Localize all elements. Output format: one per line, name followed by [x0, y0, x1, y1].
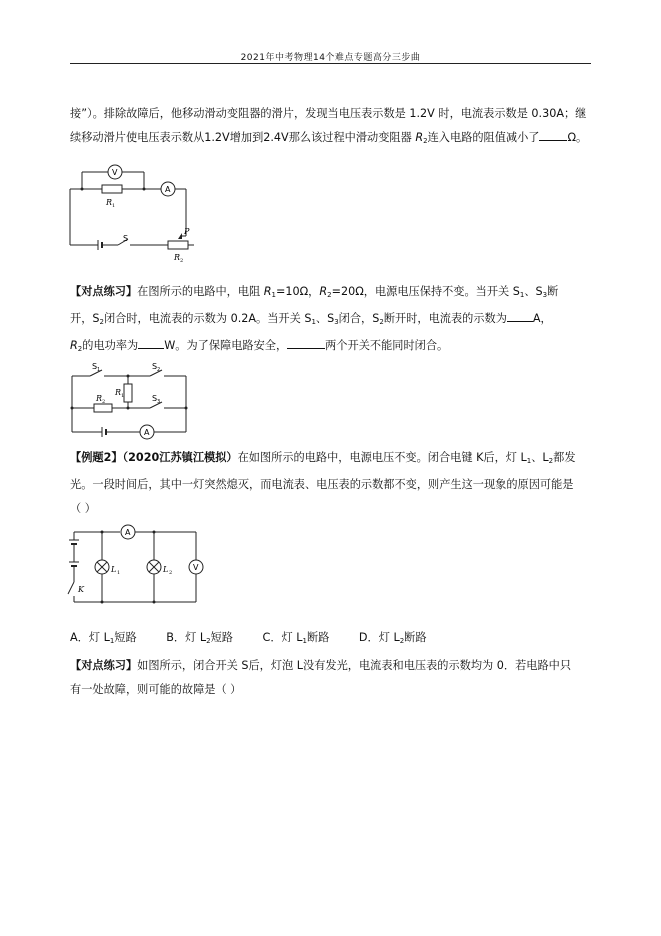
switch-blank[interactable] [287, 337, 325, 349]
circuit-diagram-2 [66, 360, 194, 444]
option-b-sub: 2 [206, 637, 211, 645]
intro-line-2 [70, 126, 598, 153]
header-rule [70, 63, 591, 64]
power-blank[interactable] [138, 337, 164, 349]
practice-1-line-2 [70, 307, 598, 334]
text: 断开时，电流表的示数为 [383, 312, 507, 325]
r1-label: R [115, 388, 122, 397]
text: 在如图所示的电路中，电源电压不变。闭合电键 K后，灯 L [237, 451, 527, 464]
intro-line-1: 接”）。排除故障后，他移动滑动变阻器的滑片，发现当电压表示数是 1.2V 时，电流表示数是 0.30A；继 [70, 107, 587, 120]
circuit-diagram-1 [66, 160, 206, 266]
circuit-figure-2 [66, 360, 194, 444]
practice-1-text: 在图所示的电路中，电阻 [137, 285, 264, 298]
sep: 、S [524, 285, 543, 298]
r2-symbol: R [415, 131, 424, 144]
s1-label: S [92, 362, 98, 371]
option-c-state: 断路 [306, 631, 330, 644]
l1-sub: 1 [526, 457, 532, 465]
voltmeter-label: V [193, 563, 199, 572]
option-d-text: D．灯 L [358, 631, 400, 644]
s3-label-sub: 3 [157, 399, 161, 405]
text: 闭合时，电流表的示数为 0.2A。当开关 S [103, 312, 312, 325]
r2-label: R [174, 253, 181, 262]
s1-sub: 1 [519, 291, 525, 299]
circuit-figure-1 [66, 160, 206, 266]
intro-paragraph [70, 102, 598, 153]
r2-label: R [96, 394, 103, 403]
example-2-answer-paren: （ ） [70, 502, 96, 515]
s2-sub: 2 [379, 318, 384, 326]
practice-1 [70, 280, 598, 361]
r1-label-sub: 1 [121, 393, 125, 399]
text: W。为了保障电路安全， [164, 339, 288, 352]
s1-label-sub: 1 [97, 367, 101, 373]
example-2-line-2: 光。一段时间后，其中一灯突然熄灭，而电流表、电压表的示数都不变，则产生这一现象的原因可能是 [70, 478, 574, 491]
intro-line-2-text-b: 连入电路的阻值减小了 [427, 131, 540, 144]
circuit-diagram-3 [66, 522, 216, 612]
page-header: 2021年中考物理14个难点专题高分三步曲 [240, 53, 421, 63]
sep: 、L [531, 451, 549, 464]
ohm-unit: Ω。 [567, 131, 588, 144]
answer-options [70, 629, 453, 645]
ammeter-label: A [165, 185, 171, 194]
practice-2-tag: 【对点练习】 [70, 659, 138, 672]
practice-2-line-2: 有一处故障，则可能的故障是（ ） [70, 683, 242, 696]
option-b[interactable] [166, 629, 233, 645]
answer-blank[interactable] [539, 129, 567, 141]
ammeter-label: A [144, 428, 150, 437]
voltmeter-label: V [112, 168, 118, 177]
s2-label-sub: 2 [157, 367, 161, 373]
option-c-sub: 1 [302, 637, 307, 645]
option-d[interactable] [359, 629, 427, 645]
ampere-unit: A， [532, 312, 552, 325]
option-b-text: B．灯 L [166, 631, 207, 644]
circuit-figure-3 [66, 522, 216, 612]
r1-sub: 1 [271, 291, 277, 299]
r1-label-sub: 1 [112, 203, 116, 209]
example-2-tag: 【例题2】（2020江苏镇江模拟） [70, 451, 238, 464]
r2-symbol: R [319, 285, 328, 298]
current-blank[interactable] [507, 310, 533, 322]
r2-sub: 2 [77, 345, 83, 353]
l1-label: L [111, 565, 117, 574]
practice-1-line-3 [70, 334, 598, 361]
option-b-state: 短路 [210, 631, 233, 644]
example-2 [70, 446, 598, 521]
option-d-state: 断路 [404, 631, 427, 644]
l2-label: L [163, 565, 169, 574]
sep: 、S [315, 312, 335, 325]
r1-symbol: R [263, 285, 272, 298]
text: 都发 [553, 451, 576, 464]
text: 两个开关不能同时闭合。 [325, 339, 449, 352]
intro-line-2-text-a: 续移动滑片使电压表示数从1.2V增加到2.4V那么该过程中滑动变阻器 [70, 131, 416, 144]
option-a-state: 短路 [114, 631, 137, 644]
r2-sub: 2 [327, 291, 332, 299]
s3-sub: 3 [334, 318, 339, 326]
r2-label-sub: 2 [102, 399, 106, 405]
option-c[interactable] [263, 629, 330, 645]
r2-value: =20Ω，电源电压保持不变。当开关 S [331, 285, 520, 298]
s3-sub: 3 [542, 291, 548, 299]
practice-1-tag: 【对点练习】 [70, 285, 138, 298]
r1-label: R [106, 198, 113, 207]
text: 开，S [70, 312, 100, 325]
r1-value: =10Ω， [276, 285, 320, 298]
practice-2-line-1 [70, 654, 598, 678]
l1-label-sub: 1 [117, 570, 121, 576]
s2-label: S [152, 362, 158, 371]
s3-label: S [152, 394, 158, 403]
r2-symbol: R [70, 339, 78, 352]
option-a-sub: 1 [109, 637, 115, 645]
s2-sub: 2 [99, 318, 104, 326]
practice-2 [70, 654, 598, 702]
switch-label: S [123, 234, 129, 243]
option-a[interactable] [70, 629, 137, 645]
practice-1-line-1 [70, 280, 598, 307]
l2-sub: 2 [548, 457, 554, 465]
option-c-text: C．灯 L [262, 631, 303, 644]
text: 闭合，S [338, 312, 380, 325]
option-d-sub: 2 [399, 637, 405, 645]
r2-subscript: 2 [423, 137, 428, 145]
text: 的电功率为 [82, 339, 139, 352]
option-a-text: A．灯 L [70, 631, 110, 644]
r2-label-sub: 2 [180, 258, 184, 264]
example-2-line-1 [70, 446, 598, 473]
slider-label: P [184, 227, 190, 236]
s1-sub: 1 [311, 318, 316, 326]
switch-k-label: K [78, 585, 84, 594]
ammeter-label: A [125, 528, 131, 537]
text-end: 断 [547, 285, 559, 298]
l2-label-sub: 2 [169, 570, 173, 576]
text: 如图所示，闭合开关 S后，灯泡 L没有发光，电流表和电压表的示数均为 0．若电路中只 [137, 659, 572, 672]
